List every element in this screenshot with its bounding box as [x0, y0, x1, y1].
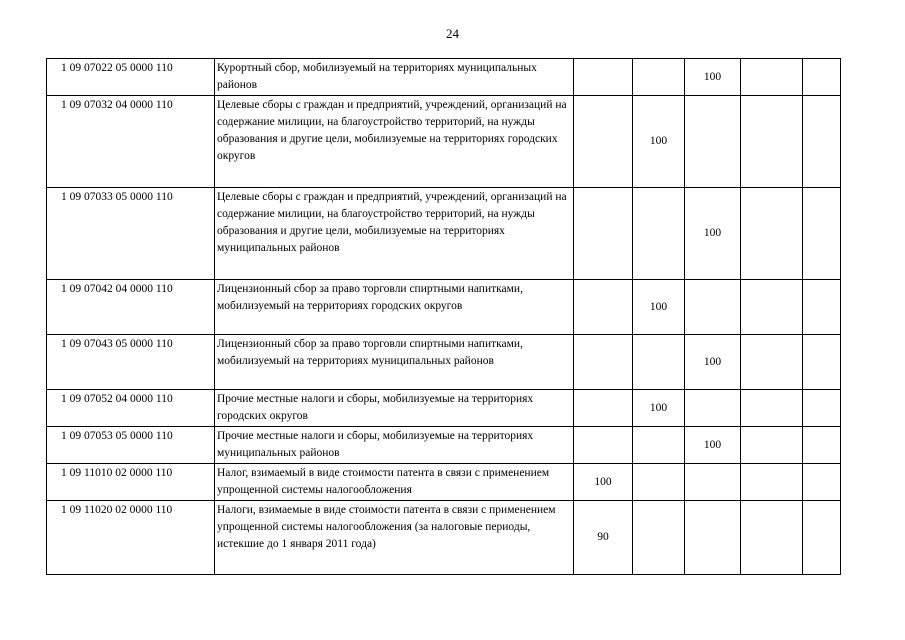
income-description-cell: Лицензионный сбор за право торговли спиртными напитками, мобилизуемый на территориях муниципальных районов [215, 335, 574, 390]
income-description-cell: Курортный сбор, мобилизуемый на территориях муниципальных районов [215, 59, 574, 96]
allocation-percent-cell [741, 427, 803, 464]
allocation-percent-cell [633, 427, 685, 464]
allocation-percent-cell [574, 280, 633, 335]
income-description-cell: Прочие местные налоги и сборы, мобилизуемые на территориях муниципальных районов [215, 427, 574, 464]
allocation-percent-cell: 100 [633, 280, 685, 335]
table-row [47, 280, 841, 335]
budget-classification-table [46, 58, 841, 575]
allocation-percent-cell [803, 501, 841, 575]
allocation-percent-cell [803, 280, 841, 335]
budget-code-cell: 1 09 07052 04 0000 110 [47, 390, 215, 427]
allocation-percent-cell [574, 188, 633, 280]
table-row [47, 335, 841, 390]
budget-code-cell: 1 09 07032 04 0000 110 [47, 96, 215, 188]
budget-code-cell: 1 09 07022 05 0000 110 [47, 59, 215, 96]
allocation-percent-cell [803, 390, 841, 427]
allocation-percent-cell [574, 427, 633, 464]
table-row [47, 188, 841, 280]
allocation-percent-cell [803, 464, 841, 501]
allocation-percent-cell [803, 59, 841, 96]
allocation-percent-cell: 100 [685, 59, 741, 96]
budget-code-cell: 1 09 07053 05 0000 110 [47, 427, 215, 464]
allocation-percent-cell [803, 188, 841, 280]
allocation-percent-cell [633, 335, 685, 390]
allocation-percent-cell [685, 96, 741, 188]
income-description-cell: Целевые сборы с граждан и предприятий, учреждений, организаций на содержание милиции, на благоустройство территорий, на нужды образования и другие цели, мобилизуемые на территориях муниципальных районов [215, 188, 574, 280]
allocation-percent-cell [741, 59, 803, 96]
allocation-percent-cell [803, 427, 841, 464]
allocation-percent-cell [741, 501, 803, 575]
allocation-percent-cell [685, 501, 741, 575]
allocation-percent-cell [633, 188, 685, 280]
table-row [47, 390, 841, 427]
allocation-percent-cell [633, 464, 685, 501]
allocation-percent-cell [741, 188, 803, 280]
allocation-percent-cell: 100 [685, 335, 741, 390]
allocation-percent-cell [574, 59, 633, 96]
allocation-percent-cell: 100 [633, 96, 685, 188]
allocation-percent-cell: 100 [685, 427, 741, 464]
allocation-percent-cell [803, 335, 841, 390]
budget-code-cell: 1 09 07033 05 0000 110 [47, 188, 215, 280]
allocation-percent-cell: 100 [574, 464, 633, 501]
page-number: 24 [446, 26, 459, 41]
income-description-cell: Налоги, взимаемые в виде стоимости патента в связи с применением упрощенной системы налогообложения (за налоговые периоды, истекшие до 1 января 2011 года) [215, 501, 574, 575]
allocation-percent-cell: 100 [685, 188, 741, 280]
allocation-percent-cell [633, 59, 685, 96]
allocation-percent-cell [685, 390, 741, 427]
allocation-percent-cell [574, 335, 633, 390]
allocation-percent-cell [574, 390, 633, 427]
budget-code-cell: 1 09 07043 05 0000 110 [47, 335, 215, 390]
allocation-percent-cell [741, 96, 803, 188]
allocation-percent-cell [633, 501, 685, 575]
allocation-percent-cell [741, 335, 803, 390]
allocation-percent-cell [685, 280, 741, 335]
budget-code-cell: 1 09 11020 02 0000 110 [47, 501, 215, 575]
budget-code-cell: 1 09 07042 04 0000 110 [47, 280, 215, 335]
table-row [47, 464, 841, 501]
allocation-percent-cell [741, 464, 803, 501]
allocation-percent-cell [685, 464, 741, 501]
allocation-percent-cell [574, 96, 633, 188]
table-row [47, 427, 841, 464]
allocation-percent-cell [803, 96, 841, 188]
allocation-percent-cell: 90 [574, 501, 633, 575]
table-row [47, 59, 841, 96]
income-description-cell: Лицензионный сбор за право торговли спиртными напитками, мобилизуемый на территориях городских округов [215, 280, 574, 335]
income-description-cell: Налог, взимаемый в виде стоимости патента в связи с применением упрощенной системы налогообложения [215, 464, 574, 501]
table-row [47, 96, 841, 188]
budget-code-cell: 1 09 11010 02 0000 110 [47, 464, 215, 501]
allocation-percent-cell [741, 280, 803, 335]
income-description-cell: Целевые сборы с граждан и предприятий, учреждений, организаций на содержание милиции, на благоустройство территорий, на нужды образования и другие цели, мобилизуемые на территориях городских округов [215, 96, 574, 188]
allocation-percent-cell [741, 390, 803, 427]
allocation-percent-cell: 100 [633, 390, 685, 427]
table-row [47, 501, 841, 575]
income-description-cell: Прочие местные налоги и сборы, мобилизуемые на территориях городских округов [215, 390, 574, 427]
